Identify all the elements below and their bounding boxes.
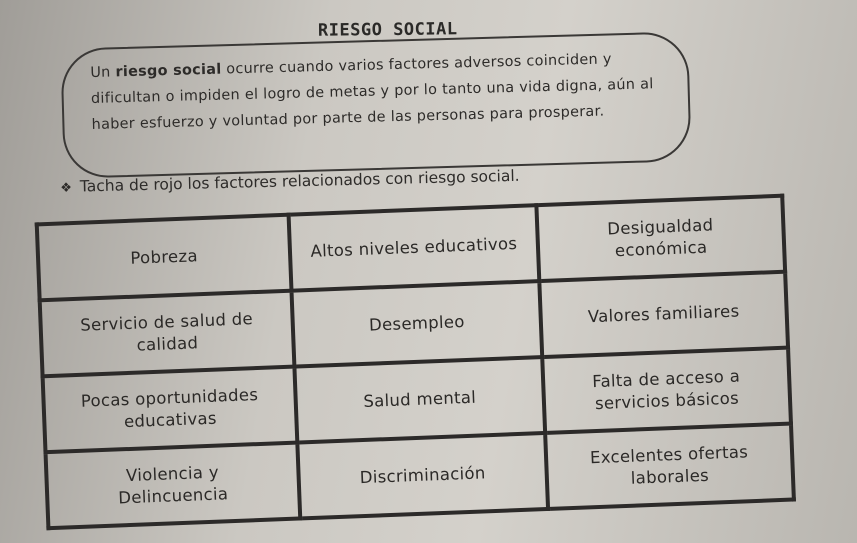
factor-cell[interactable]: Valores familiares [539,272,788,357]
factors-table [35,194,796,531]
factor-cell[interactable]: Desempleo [291,281,542,366]
definition-line-2: dificultan o impiden el logro de metas y por lo tanto una vida digna, aún al [90,76,654,107]
definition-line-3: haber esfuerzo y voluntad por parte de las personas para prosperar. [91,103,605,133]
factor-cell[interactable]: Excelentes ofertas laborales [545,424,794,509]
factor-cell[interactable]: Falta de acceso a servicios básicos [542,348,791,433]
diamond-bullet-icon: ❖ [60,180,73,196]
factor-cell[interactable]: Discriminación [297,433,548,518]
definition-lead: Un [90,64,116,81]
factors-table-wrapper [20,175,803,543]
factor-cell[interactable]: Servicio de salud de calidad [40,291,295,377]
page-title: RIESGO SOCIAL [317,19,458,41]
factor-cell[interactable]: Desigualdad económica [536,196,785,281]
definition-line-1-rest: ocurre cuando varios factores adversos coinciden y [221,51,612,78]
definition-text [90,44,692,138]
factor-cell[interactable]: Altos niveles educativos [289,205,540,290]
factor-cell[interactable]: Salud mental [294,357,545,442]
factor-cell[interactable]: Pobreza [37,215,292,301]
factor-cell[interactable]: Violencia y Delincuencia [46,443,301,529]
instruction-text: Tacha de rojo los factores relacionados con riesgo social. [79,166,520,196]
factor-cell[interactable]: Pocas oportunidades educativas [43,367,298,453]
definition-term: riesgo social [115,61,222,81]
